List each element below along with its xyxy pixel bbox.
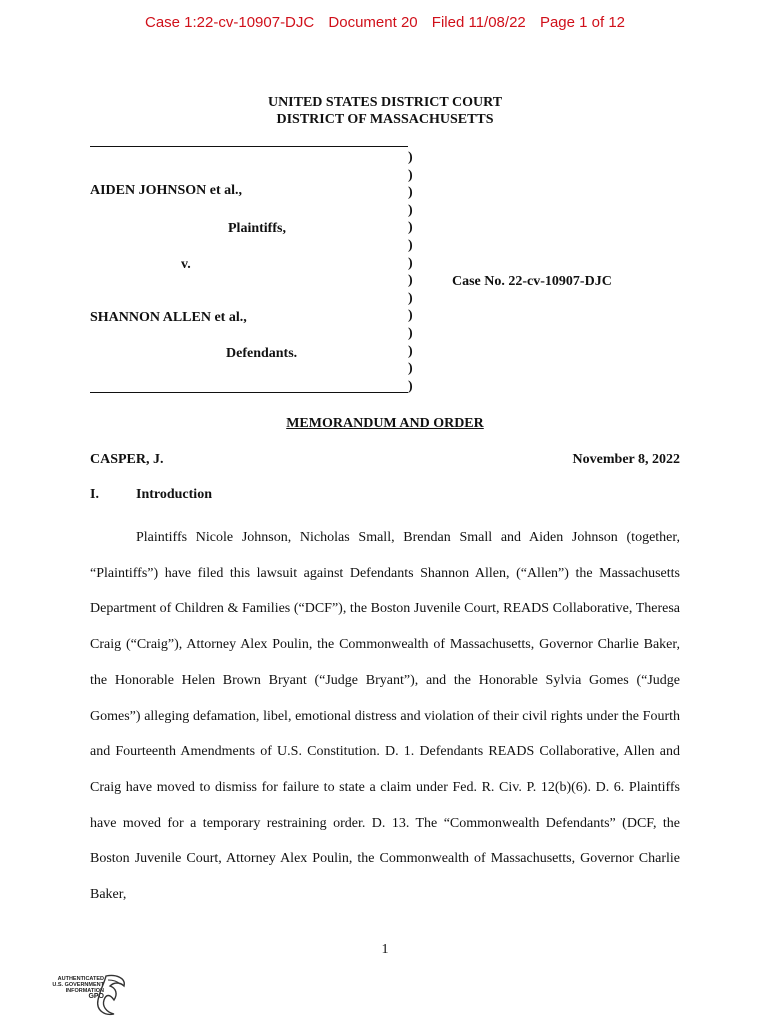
- body-text: [90, 520, 680, 913]
- versus: v.: [181, 257, 191, 272]
- header-filed: Filed 11/08/22: [431, 14, 526, 31]
- gpo-authentication-logo: [44, 972, 130, 1018]
- order-date: November 8, 2022: [572, 452, 680, 467]
- defendant-name: SHANNON ALLEN et al.,: [90, 310, 247, 325]
- page-number: 1: [381, 942, 389, 957]
- caption-rule-top: [90, 146, 408, 147]
- header-document: Document 20: [328, 14, 418, 31]
- caption-parentheses: ) ) ) ) ) ) ) ) ) ) ) ) ) ): [408, 150, 413, 394]
- gpo-logo-text: AUTHENTICATED U.S. GOVERNMENT INFORMATION GPO: [52, 976, 104, 1000]
- case-number: Case No. 22-cv-10907-DJC: [452, 274, 612, 289]
- court-name: [0, 94, 770, 128]
- section-number: I.: [90, 487, 99, 502]
- court-line-2: DISTRICT OF MASSACHUSETTS: [276, 112, 494, 127]
- eagle-icon: [44, 972, 130, 1018]
- judge-name: CASPER, J.: [90, 452, 164, 467]
- body-paragraph: Plaintiffs Nicole Johnson, Nicholas Small, Brendan Small and Aiden Johnson (together, “Plaintiffs”) have filed this lawsuit against Defendants Shannon Allen, (“Allen”) the Massachusetts Department of Children & Families (“DCF”), the Boston Juvenile Court, READS Collaborative, Theresa Craig (“Craig”), Attorney Alex Poulin, the Commonwealth of Massachusetts, Governor Charlie Baker, the Honorable Helen Brown Bryant (“Judge Bryant”), and the Honorable Sylvia Gomes (“Judge Gomes”) alleging defamation, libel, emotional distress and violation of their civil rights under the Fourth and Fourteenth Amendments of U.S. Constitution. D. 1. Defendants READS Collaborative, Allen and Craig have moved to dismiss for failure to state a claim under Fed. R. Civ. P. 12(b)(6). D. 6. Plaintiffs have moved for a temporary restraining order. D. 13. The “Commonwealth Defendants” (DCF, the Boston Juvenile Court, Attorney Alex Poulin, the Commonwealth of Massachusetts, Governor Charlie Baker,: [90, 530, 680, 903]
- case-header: [0, 14, 770, 31]
- header-case: Case 1:22-cv-10907-DJC: [144, 14, 315, 31]
- header-page: Page 1 of 12: [539, 14, 626, 31]
- plaintiff-role: Plaintiffs,: [228, 221, 286, 236]
- defendant-role: Defendants.: [226, 346, 298, 361]
- section-heading: [90, 487, 212, 503]
- plaintiff-name: AIDEN JOHNSON et al.,: [90, 183, 243, 198]
- caption-rule-bottom: [90, 392, 408, 393]
- section-title: Introduction: [136, 487, 212, 502]
- document-title: MEMORANDUM AND ORDER: [286, 416, 484, 431]
- court-line-1: UNITED STATES DISTRICT COURT: [267, 95, 503, 110]
